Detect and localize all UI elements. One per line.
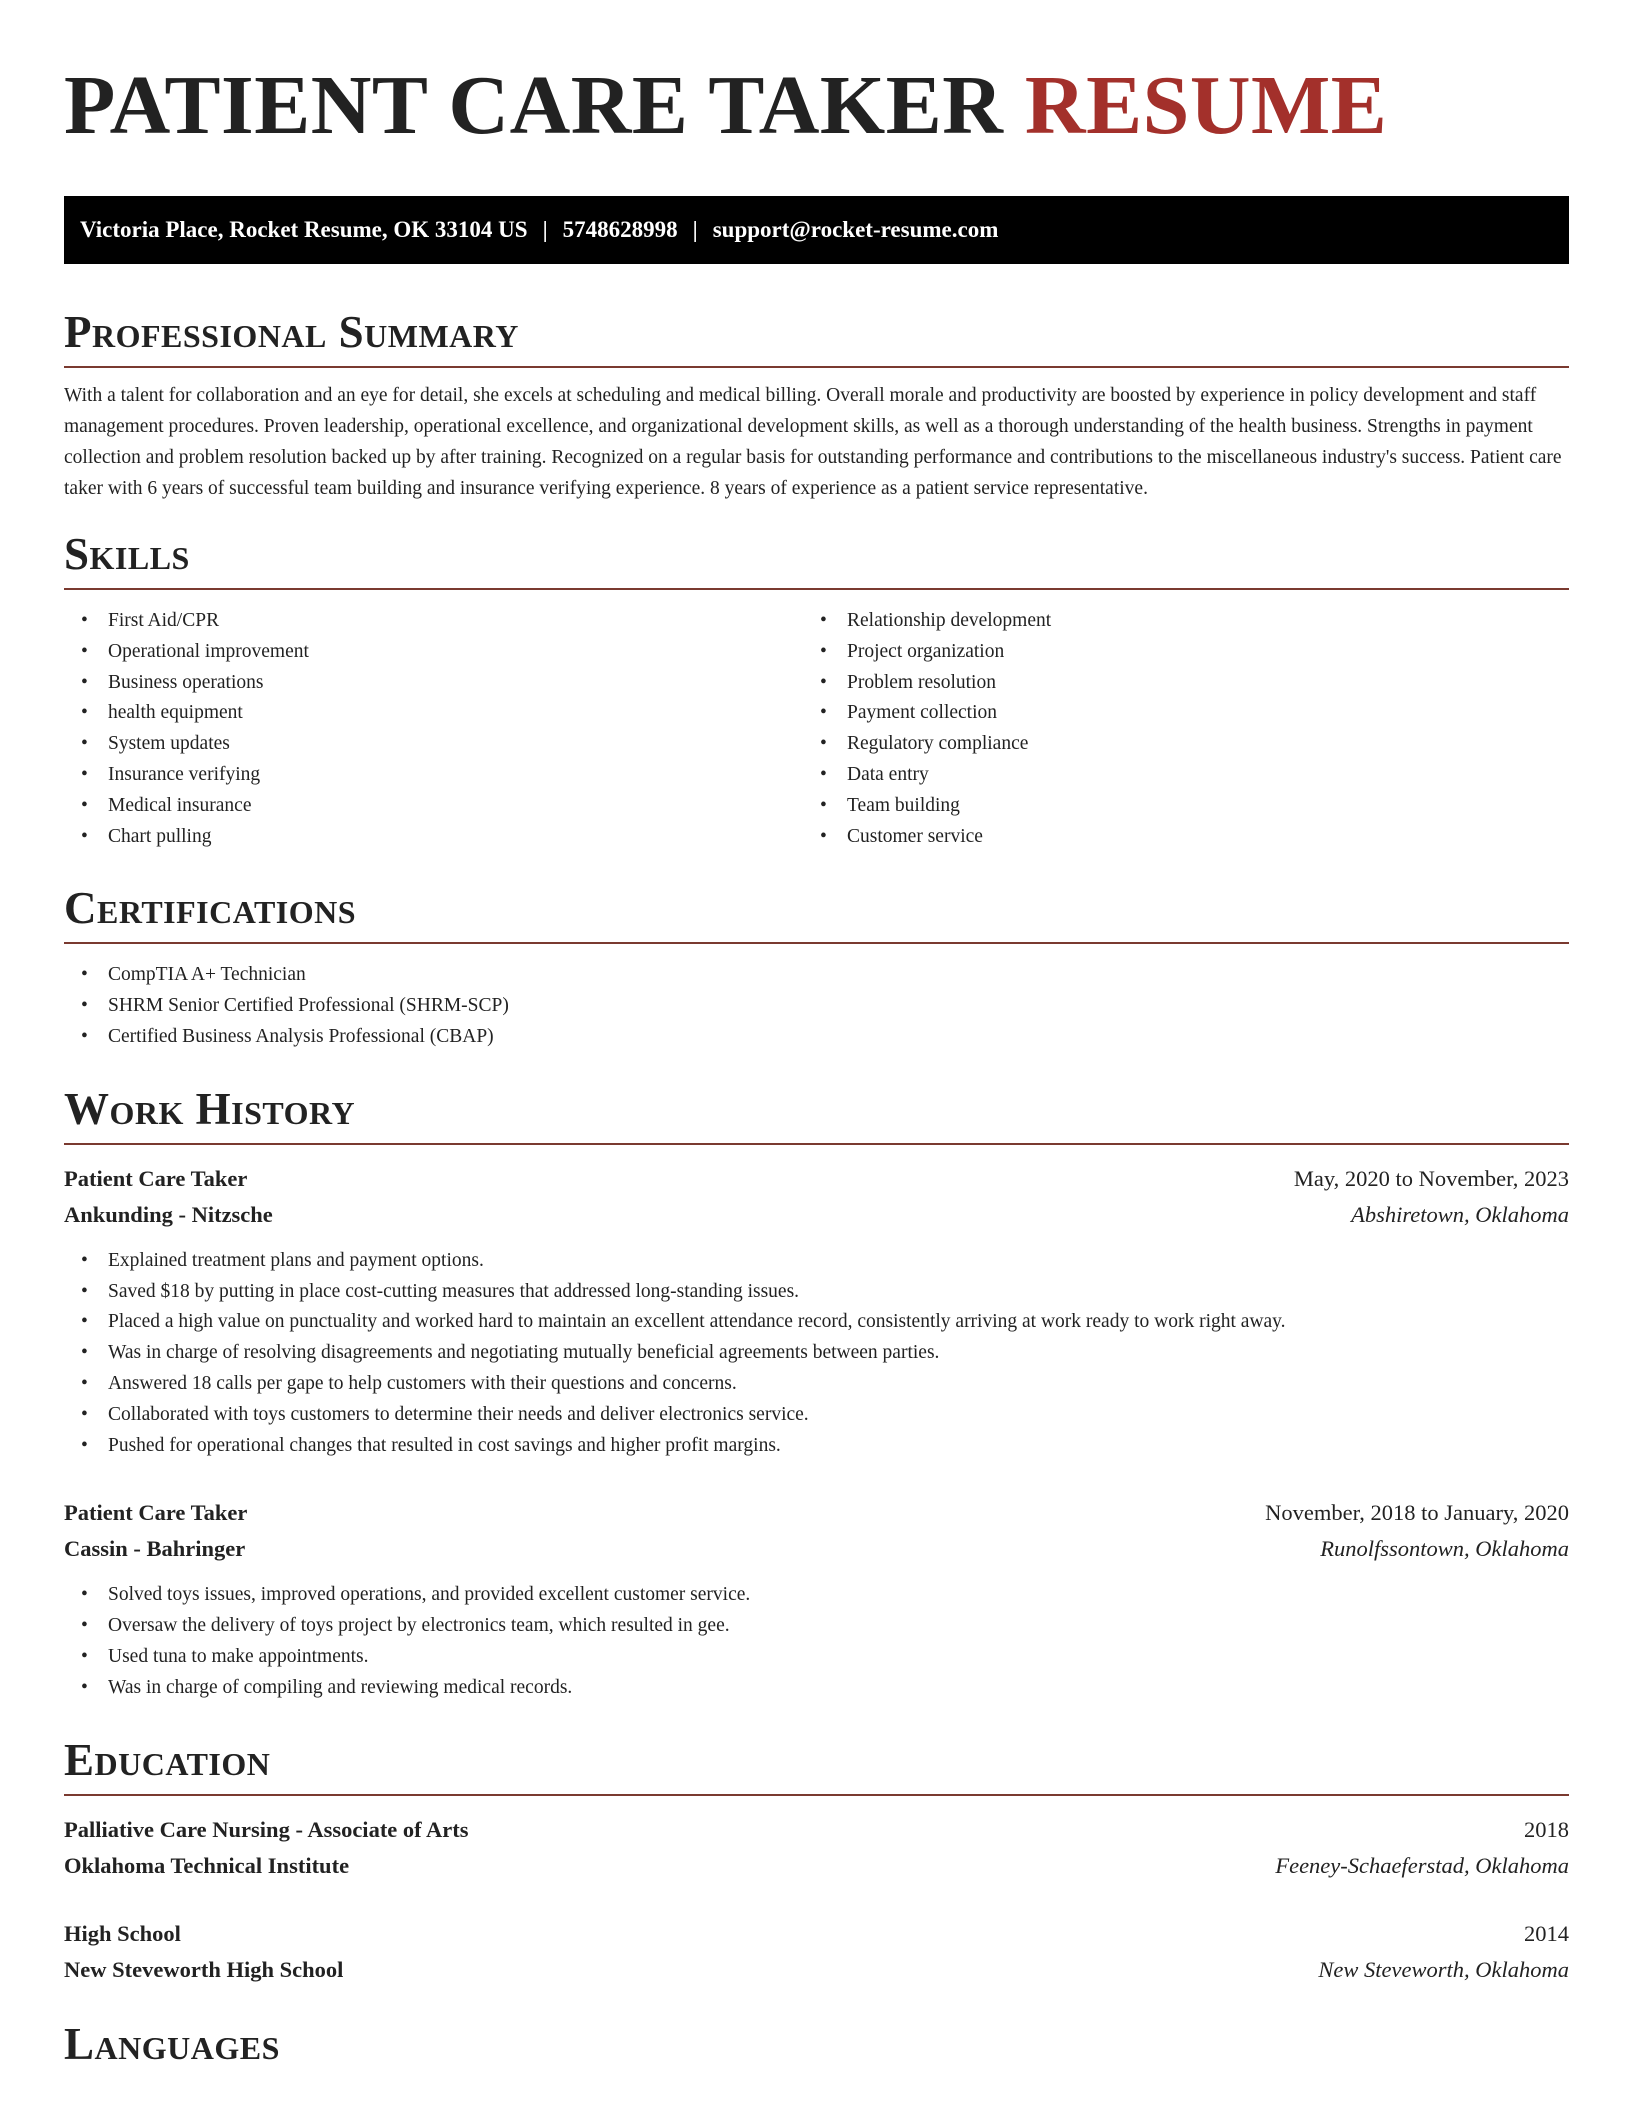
section-heading-skills: Skills xyxy=(64,529,190,579)
skill-item: • Business operations xyxy=(64,668,803,699)
education-section xyxy=(64,1734,1569,1988)
education-header xyxy=(64,1916,1569,1952)
section-heading-summary: Professional Summary xyxy=(64,307,519,357)
education-school: New Steveworth High School xyxy=(64,1956,344,1982)
work-history-section xyxy=(64,1083,1569,1704)
title-main: PATIENT CARE TAKER xyxy=(64,59,1004,152)
education-subheader xyxy=(64,1952,1569,1988)
job-bullets xyxy=(64,1246,1569,1462)
job-bullet: • Explained treatment plans and payment options. xyxy=(64,1246,1569,1277)
education-location: Feeney-Schaeferstad, Oklahoma xyxy=(1275,1852,1569,1878)
education-location: New Steveworth, Oklahoma xyxy=(1318,1956,1569,1982)
job-bullet: • Pushed for operational changes that resulted in cost savings and higher profit margins. xyxy=(64,1431,1569,1462)
job-bullet: • Saved $18 by putting in place cost-cutting measures that addressed long-standing issues. xyxy=(64,1277,1569,1308)
summary-text: With a talent for collaboration and an eye for detail, she excels at scheduling and medical billing. Overall morale and productivity are boosted by experience in policy development and staff management procedures. Proven leadership, operational excellence, and organizational development skills, as well as a thorough understanding of the health business. Strengths in payment collection and problem resolution backed up by after training. Recognized on a regular basis for outstanding performance and contributions to the miscellaneous industry's success. Patient care taker with 6 years of successful team building and insurance verifying experience. 8 years of experience as a patient service representative. xyxy=(64,385,1562,499)
job-bullet: • Solved toys issues, improved operations, and provided excellent customer service. xyxy=(64,1580,1569,1611)
job-title: Patient Care Taker xyxy=(64,1500,248,1526)
skill-item: • Relationship development xyxy=(803,606,1542,637)
education-degree: High School xyxy=(64,1920,181,1946)
skill-item: • Data entry xyxy=(803,760,1542,791)
job-bullet: • Placed a high value on punctuality and worked hard to maintain an excellent attendance record, consistently arriving at work ready to work right away. xyxy=(64,1307,1569,1338)
job-location: Runolfssontown, Oklahoma xyxy=(1320,1536,1569,1562)
job-bullet: • Collaborated with toys customers to determine their needs and deliver electronics service. xyxy=(64,1400,1569,1431)
section-heading-education: Education xyxy=(64,1734,271,1785)
job-company: Ankunding - Nitzsche xyxy=(64,1201,273,1227)
certification-item: • Certified Business Analysis Professional (CBAP) xyxy=(64,1022,1569,1053)
skill-item: • Medical insurance xyxy=(64,791,803,822)
skill-item: • System updates xyxy=(64,729,803,760)
education-subheader xyxy=(64,1848,1569,1884)
skill-item: • Insurance verifying xyxy=(64,760,803,791)
skills-columns xyxy=(64,606,1569,852)
section-divider xyxy=(64,942,1569,944)
skills-list-right xyxy=(803,606,1542,852)
contact-bar xyxy=(64,196,1569,264)
job-dates: November, 2018 to January, 2020 xyxy=(1265,1500,1569,1526)
skill-item: • Customer service xyxy=(803,822,1542,853)
job-bullet: • Was in charge of compiling and reviewing medical records. xyxy=(64,1673,1569,1704)
certification-item: • CompTIA A+ Technician xyxy=(64,960,1569,991)
section-divider xyxy=(64,1143,1569,1145)
job-bullet: • Answered 18 calls per gape to help customers with their questions and concerns. xyxy=(64,1369,1569,1400)
job-subheader xyxy=(64,1531,1569,1567)
job-title: Patient Care Taker xyxy=(64,1165,248,1191)
certifications-section xyxy=(64,882,1569,1052)
skills-section xyxy=(64,528,1569,852)
skill-item: • health equipment xyxy=(64,698,803,729)
job-entry xyxy=(64,1161,1569,1462)
education-header xyxy=(64,1812,1569,1848)
contact-phone: 5748628998 xyxy=(562,217,678,242)
certification-item: • SHRM Senior Certified Professional (SHRM-SCP) xyxy=(64,991,1569,1022)
education-entry xyxy=(64,1812,1569,1884)
skill-item: • Problem resolution xyxy=(803,668,1542,699)
job-bullet: • Oversaw the delivery of toys project by electronics team, which resulted in gee. xyxy=(64,1611,1569,1642)
certifications-list xyxy=(64,960,1569,1052)
job-entry xyxy=(64,1495,1569,1703)
contact-separator: | xyxy=(692,217,698,242)
section-heading-certifications: Certifications xyxy=(64,883,357,934)
section-heading-languages: Languages xyxy=(64,2018,280,2069)
education-degree: Palliative Care Nursing - Associate of Arts xyxy=(64,1816,469,1842)
section-divider xyxy=(64,366,1569,368)
skills-list-left xyxy=(64,606,803,852)
contact-email: support@rocket-resume.com xyxy=(712,217,999,242)
summary-section xyxy=(64,306,1569,504)
languages-section xyxy=(64,2018,1569,2070)
education-entry xyxy=(64,1916,1569,1988)
skill-item: • Payment collection xyxy=(803,698,1542,729)
resume-title xyxy=(64,58,1569,154)
job-company: Cassin - Bahringer xyxy=(64,1536,246,1562)
job-subheader xyxy=(64,1197,1569,1233)
contact-address: Victoria Place, Rocket Resume, OK 33104 US xyxy=(80,217,528,242)
skill-item: • Team building xyxy=(803,791,1542,822)
job-location: Abshiretown, Oklahoma xyxy=(1351,1201,1569,1227)
section-divider xyxy=(64,1794,1569,1796)
skill-item: • Regulatory compliance xyxy=(803,729,1542,760)
title-accent: RESUME xyxy=(1024,59,1388,152)
skill-item: • Chart pulling xyxy=(64,822,803,853)
education-year: 2014 xyxy=(1524,1920,1569,1946)
job-bullets xyxy=(64,1580,1569,1703)
skill-item: • Project organization xyxy=(803,637,1542,668)
skill-item: • Operational improvement xyxy=(64,637,803,668)
job-header xyxy=(64,1495,1569,1531)
job-bullet: • Was in charge of resolving disagreements and negotiating mutually beneficial agreements between parties. xyxy=(64,1338,1569,1369)
job-header xyxy=(64,1161,1569,1197)
education-school: Oklahoma Technical Institute xyxy=(64,1852,350,1878)
contact-separator: | xyxy=(542,217,548,242)
job-bullet: • Used tuna to make appointments. xyxy=(64,1642,1569,1673)
job-dates: May, 2020 to November, 2023 xyxy=(1293,1165,1569,1191)
skill-item: • First Aid/CPR xyxy=(64,606,803,637)
section-divider xyxy=(64,588,1569,590)
section-heading-work: Work History xyxy=(64,1083,356,1134)
education-year: 2018 xyxy=(1524,1816,1569,1842)
